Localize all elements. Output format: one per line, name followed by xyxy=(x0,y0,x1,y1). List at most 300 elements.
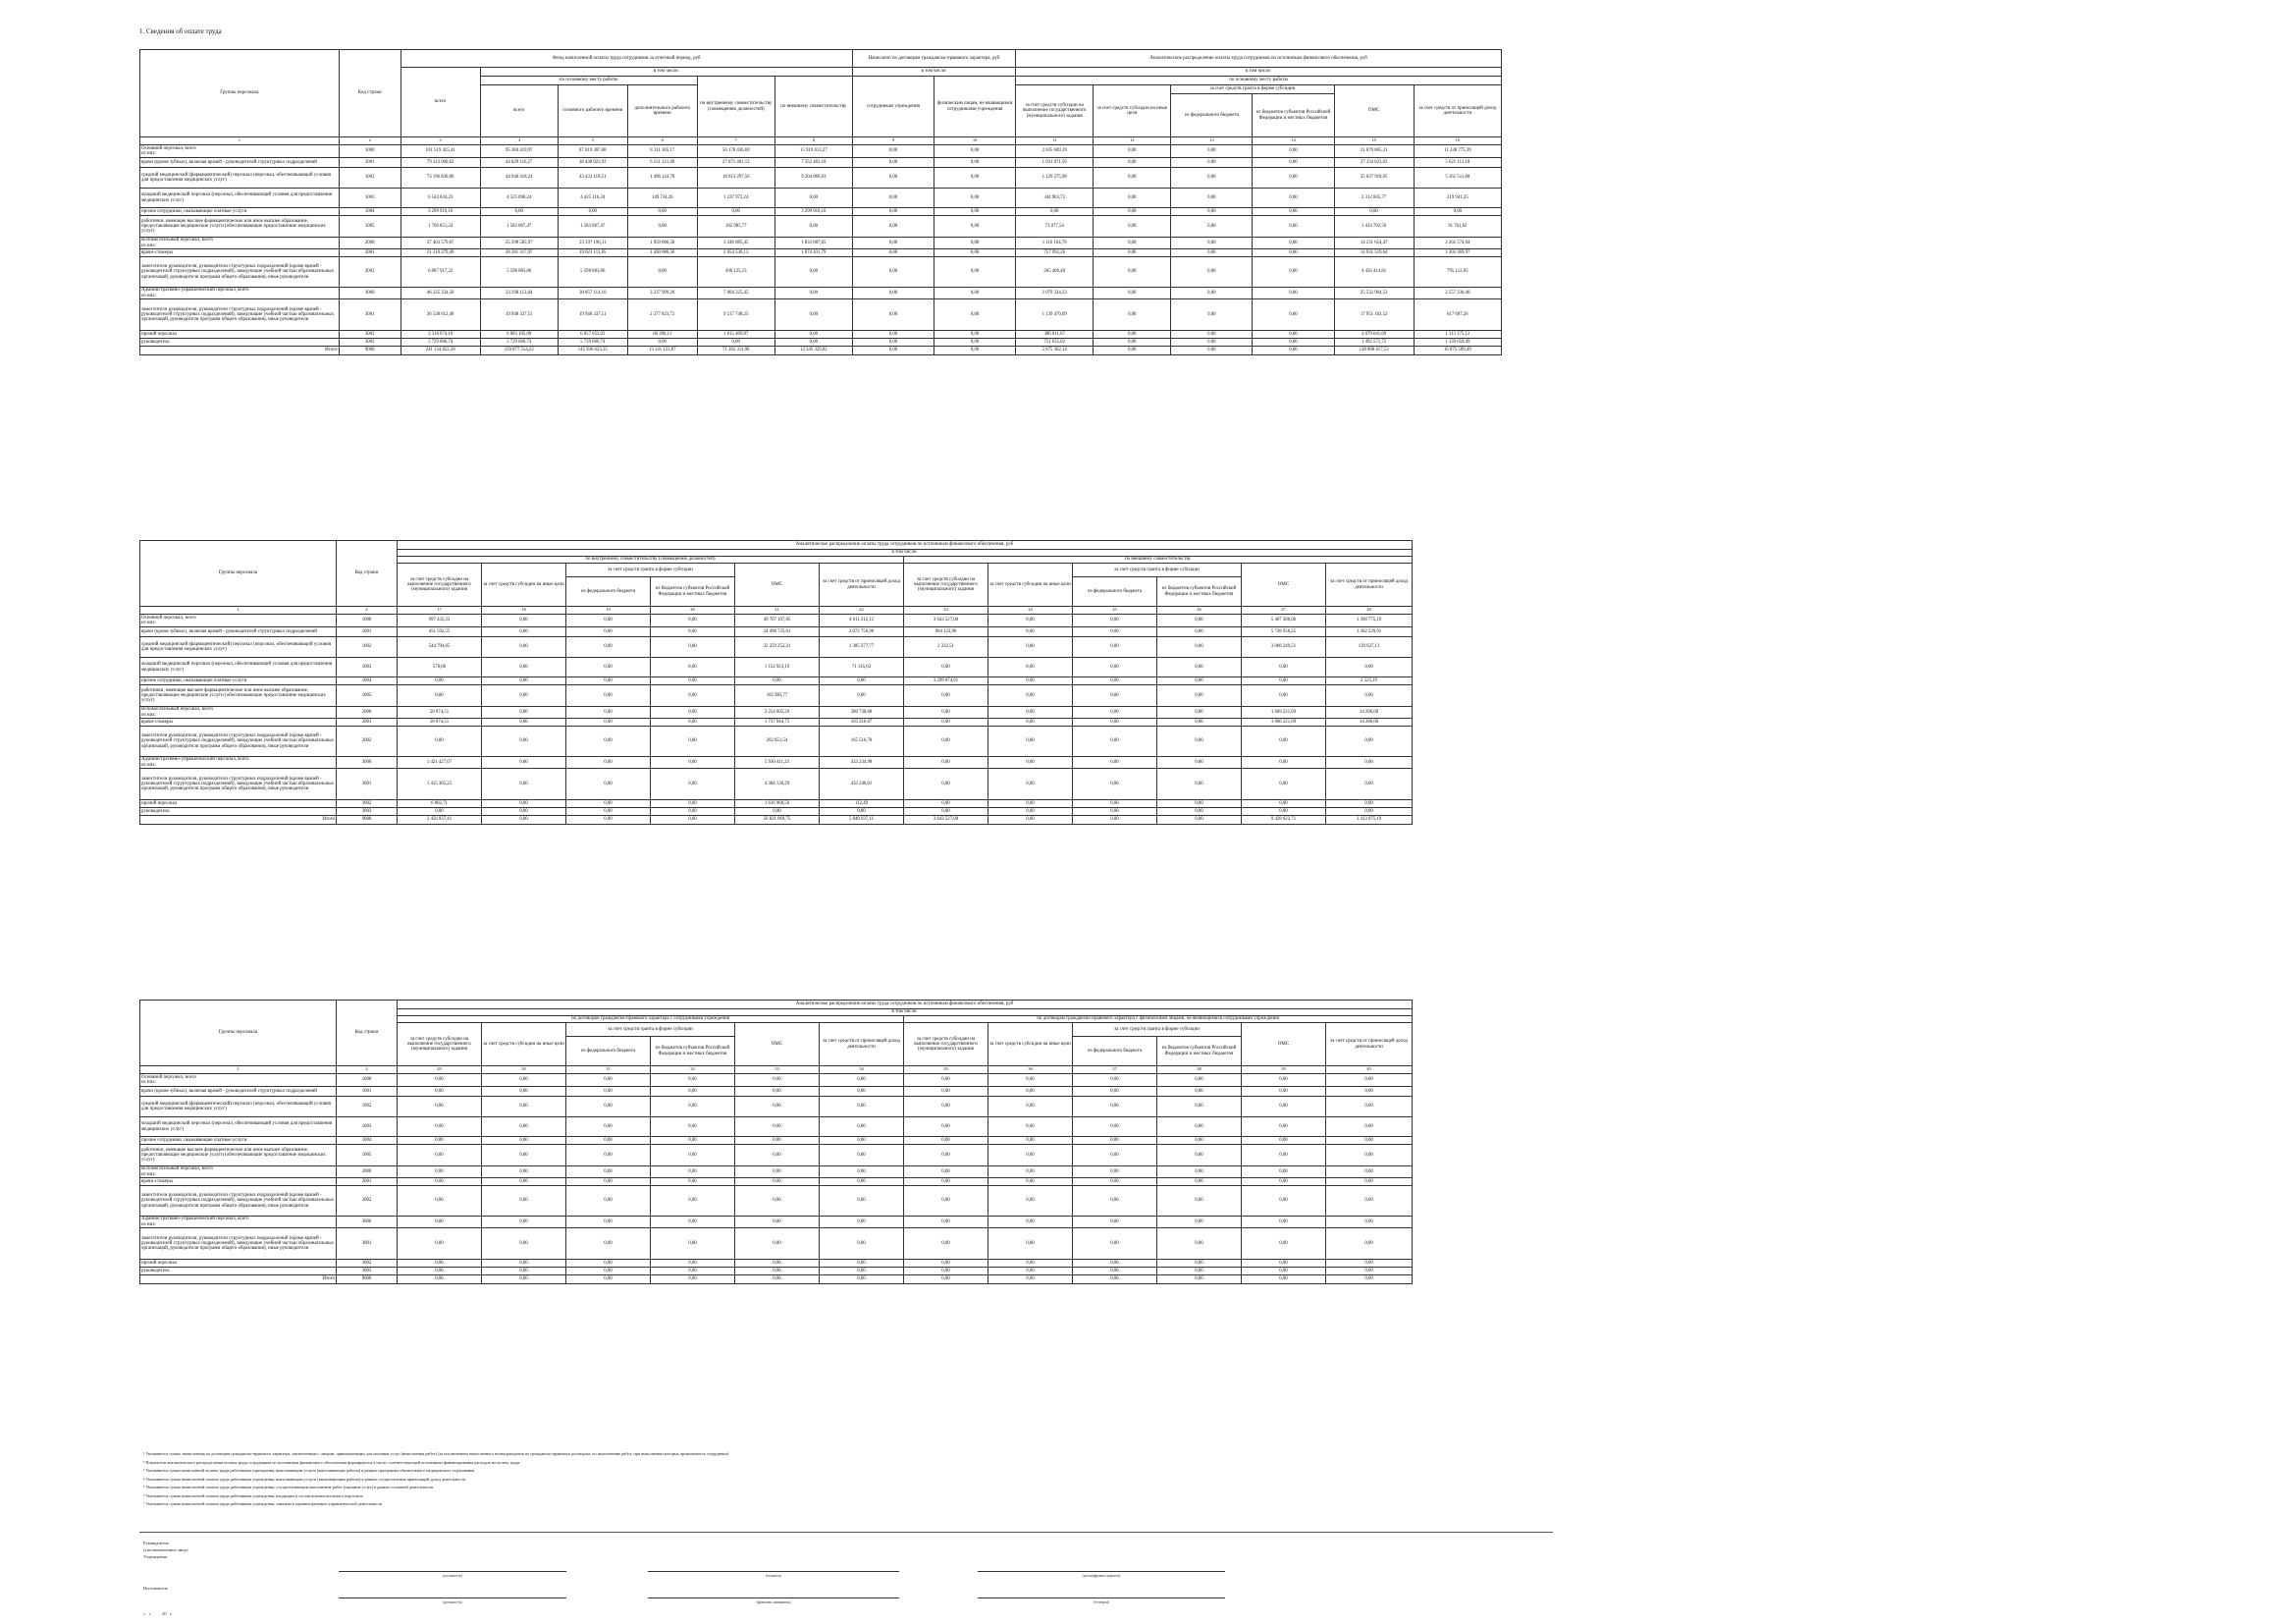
cell-value: 0,00 xyxy=(1073,1097,1157,1117)
cell-value: 0,00 xyxy=(988,727,1073,757)
cell-value: 0,00 xyxy=(852,158,934,168)
cell-value: 4 079 641,69 xyxy=(1334,331,1414,339)
column-number: 14 xyxy=(1253,137,1334,145)
t3-hdr-subsidy-b: за счет средств субсидии на выполнение государственного (муниципального) задания xyxy=(904,1023,988,1066)
cell-value: 5 598 883,06 xyxy=(480,257,558,288)
cell-value: 1 060 221,69 xyxy=(1242,719,1326,727)
cell-value: 0,00 xyxy=(482,1275,566,1284)
cell-value: 1 421 427,07 xyxy=(398,757,482,769)
cell-value: 87 019 307,68 xyxy=(558,145,627,158)
executor-label: Исполнитель xyxy=(143,1586,169,1591)
cell-value: 14 931 519,64 xyxy=(1334,249,1414,257)
cell-value: 0,00 xyxy=(482,677,566,685)
cell-value: 1 669 221,69 xyxy=(1242,707,1326,719)
cell-value: 0,00 xyxy=(1326,1074,1413,1087)
cell-value: 0,00 xyxy=(934,158,1016,168)
cell-value: 0,00 xyxy=(904,1074,988,1087)
cell-value: 0,00 xyxy=(398,1087,482,1097)
head-name-caption: (расшифровка подписи) xyxy=(1082,1574,1121,1578)
table-row xyxy=(140,719,1413,727)
t2-hdr-oms: ОМС xyxy=(735,564,820,607)
cell-value: 0,00 xyxy=(558,208,627,216)
cell-value: 0,00 xyxy=(566,1097,651,1117)
cell-value: 0,00 xyxy=(566,816,651,825)
cell-value: 5 729 666,74 xyxy=(400,339,480,347)
cell-value: 433 234,98 xyxy=(820,757,904,769)
column-number: 31 xyxy=(566,1066,651,1074)
cell-value: 0,00 xyxy=(774,216,852,238)
cell-value: 0,00 xyxy=(1094,145,1171,158)
cell-value: 1 129 275,98 xyxy=(1016,168,1094,189)
cell-value: 0,00 xyxy=(1073,1217,1157,1228)
cell-value: 0,00 xyxy=(1326,727,1413,757)
row-label: Основной персонал, всего из них: xyxy=(140,145,340,158)
cell-value: 0,00 xyxy=(820,1275,904,1284)
row-code: 1000 xyxy=(337,615,398,627)
column-number: 38 xyxy=(1157,1066,1242,1074)
cell-value: 0,00 xyxy=(1326,1087,1413,1097)
head-name-line[interactable] xyxy=(978,1571,1225,1572)
cell-value: 0,00 xyxy=(1157,719,1242,727)
row-label: младший медицинский персонал (персонал, обеспечивающий условия для предоставления медицинских услуг) xyxy=(140,1117,337,1137)
hdr-analytic: Аналитическое распределение оплаты труда сотрудников по источникам финансового обеспечения, руб xyxy=(1016,50,1502,68)
cell-value: 0,00 xyxy=(1073,658,1157,677)
cell-value: 11 238 775,39 xyxy=(1414,145,1501,158)
cell-value: 0,00 xyxy=(566,719,651,727)
cell-value: 0,00 xyxy=(774,288,852,299)
row-label: заместители руководителя, руководители структурных подразделений (кроме врачей - руководителей структурных подразделений), заведующие учебной частью образовательных организаций, руководители программ общего образования), иные руководители xyxy=(140,299,340,331)
cell-value: 0,00 xyxy=(482,1166,566,1178)
cell-value: 0,00 xyxy=(566,1178,651,1186)
cell-value: 0,00 xyxy=(566,1217,651,1228)
cell-value: 0,00 xyxy=(988,800,1073,808)
cell-value: 0,00 xyxy=(904,1178,988,1186)
hdr-main-work: по основному месту работы xyxy=(480,77,697,85)
cell-value: 0,00 xyxy=(1326,757,1413,769)
row-label: Итого xyxy=(140,1275,337,1284)
cell-value: 0,00 xyxy=(651,719,735,727)
cell-value: 0,00 xyxy=(566,658,651,677)
cell-value: 0,00 xyxy=(482,1178,566,1186)
t3-hdr-group: Группы персонала xyxy=(140,1001,337,1066)
cell-value: 0,00 xyxy=(904,1117,988,1137)
cell-value: 0,00 xyxy=(482,719,566,727)
cell-value: 0,00 xyxy=(988,719,1073,727)
cell-value: 0,00 xyxy=(1242,1178,1326,1186)
t3-hdr-grants: за счет средств гранта в форме субсидии xyxy=(566,1023,735,1037)
head-position-line[interactable] xyxy=(339,1571,566,1572)
table-row xyxy=(140,769,1413,800)
row-label: Административно-управленческий персонал, всего из них: xyxy=(140,757,337,769)
row-code: 9000 xyxy=(337,816,398,825)
table-row xyxy=(140,1268,1413,1275)
cell-value: 0,00 xyxy=(651,1074,735,1087)
t2-hdr-oms-b: ОМС xyxy=(1242,564,1326,607)
column-number: 20 xyxy=(651,607,735,615)
cell-value: 0,00 xyxy=(774,331,852,339)
cell-value: 5 161 511,68 xyxy=(1414,168,1501,189)
cell-value: 0,00 xyxy=(988,615,1073,627)
cell-value: 0,00 xyxy=(1073,1228,1157,1260)
cell-value: 0,00 xyxy=(852,249,934,257)
cell-value: 5 728 956,25 xyxy=(1242,627,1326,637)
cell-value: 95 384 419,97 xyxy=(480,145,558,158)
cell-value: 14 231 654,47 xyxy=(1334,238,1414,249)
cell-value: 0,00 xyxy=(735,1228,820,1260)
cell-value: 8 311 105,17 xyxy=(627,145,697,158)
cell-value: 0,00 xyxy=(774,339,852,347)
cell-value: 0,00 xyxy=(934,249,1016,257)
cell-value: 0,00 xyxy=(988,1217,1073,1228)
cell-value: 49 707 107,85 xyxy=(735,615,820,627)
cell-value: 0,00 xyxy=(988,1268,1073,1275)
cell-value: 0,00 xyxy=(566,1275,651,1284)
cell-value: 0,00 xyxy=(482,727,566,757)
cell-value: 451 592,55 xyxy=(398,627,482,637)
cell-value: 12 345 329,02 xyxy=(774,347,852,355)
cell-value: 0,00 xyxy=(988,677,1073,685)
row-label: врачи-стажеры xyxy=(140,719,337,727)
cell-value: 0,00 xyxy=(627,257,697,288)
cell-value: 3 643 527,00 xyxy=(904,615,988,627)
cell-value: 0,00 xyxy=(904,719,988,727)
cell-value: 0,00 xyxy=(934,331,1016,339)
cell-value: 0,00 xyxy=(651,808,735,816)
cell-value: 265 406,48 xyxy=(1016,257,1094,288)
column-number: 17 xyxy=(398,607,482,615)
row-code: 2000 xyxy=(337,1166,398,1178)
cell-value: 0,00 xyxy=(904,1217,988,1228)
exec-position-caption: (должность) xyxy=(443,1600,462,1604)
cell-value: 795 112,83 xyxy=(1414,257,1501,288)
cell-value: 1 303 369,97 xyxy=(1414,249,1501,257)
cell-value: 0,00 xyxy=(904,727,988,757)
cell-value: 0,00 xyxy=(398,1186,482,1217)
cell-value: 0,00 xyxy=(904,707,988,719)
column-number: 37 xyxy=(1073,1066,1157,1074)
row-label: врачи-стажеры xyxy=(140,249,340,257)
cell-value: 0,00 xyxy=(1094,249,1171,257)
cell-value: 0,00 xyxy=(735,1145,820,1166)
exec-phone-line[interactable] xyxy=(978,1597,1225,1598)
table-row xyxy=(140,288,1502,299)
cell-value: 7 084 325,45 xyxy=(697,288,774,299)
cell-value: 0,00 xyxy=(988,1166,1073,1178)
cell-value: 0,00 xyxy=(566,1186,651,1217)
cell-value: 4 456 414,81 xyxy=(1334,257,1414,288)
row-code: 1001 xyxy=(337,1087,398,1097)
column-number: 12 xyxy=(1094,137,1171,145)
cell-value: 0,00 xyxy=(482,1097,566,1117)
column-number: 18 xyxy=(482,607,566,615)
cell-value: 544 794,65 xyxy=(398,637,482,658)
t2-hdr-federal-b: из федерального бюджета xyxy=(1073,577,1157,607)
t3-hdr-federal: из федерального бюджета xyxy=(566,1037,651,1066)
cell-value: 0,00 xyxy=(1073,1117,1157,1137)
footnote: ⁵ Указывается сумма начисленной оплаты труда работникам учреждения, осуществляющим выполнение работ (оказание услуг) в рамках основной деятельности xyxy=(143,1485,434,1489)
cell-value: 165 516,70 xyxy=(820,727,904,757)
cell-value: 617 687,26 xyxy=(1414,299,1501,331)
column-number: 21 xyxy=(735,607,820,615)
cell-value: 165 216,87 xyxy=(820,719,904,727)
salary-table-2 xyxy=(139,540,1413,825)
cell-value: 0,00 xyxy=(774,189,852,208)
cell-value: 0,00 xyxy=(651,707,735,719)
cell-value: 79 123 000,63 xyxy=(400,158,480,168)
cell-value: 0,00 xyxy=(651,1268,735,1275)
hdr-oms: ОМС xyxy=(1334,85,1414,137)
cell-value: 0,00 xyxy=(482,1186,566,1217)
cell-value: 0,00 xyxy=(482,627,566,637)
cell-value: 0,00 xyxy=(1016,208,1094,216)
cell-value: 0,00 xyxy=(1073,769,1157,800)
cell-value: 0,00 xyxy=(651,1275,735,1284)
cell-value: 0,00 xyxy=(1073,808,1157,816)
row-label: заместители руководителя, руководители структурных подразделений (кроме врачей - руководителей структурных подразделений), заведующие учебной частью образовательных организаций, руководители программ общего образования), иные руководители xyxy=(140,257,340,288)
cell-value: 21 310 279,49 xyxy=(400,249,480,257)
cell-value: 36 538 612,48 xyxy=(400,299,480,331)
cell-value: 0,00 xyxy=(1242,1097,1326,1117)
cell-value: 0,00 xyxy=(1253,288,1334,299)
cell-value: 0,00 xyxy=(651,1178,735,1186)
cell-value: 0,00 xyxy=(988,685,1073,707)
column-number: 27 xyxy=(1242,607,1326,615)
column-number: 3 xyxy=(400,137,480,145)
cell-value: 1 583 867,47 xyxy=(558,216,627,238)
cell-value: 0,00 xyxy=(482,1087,566,1097)
cell-value: 2 079 334,33 xyxy=(1016,288,1094,299)
column-number: 26 xyxy=(1157,607,1242,615)
cell-value: 0,00 xyxy=(1157,1074,1242,1087)
row-label: Вспомогательный персонал, всего из них: xyxy=(140,707,337,719)
cell-value: 0,00 xyxy=(1157,1166,1242,1178)
t3-hdr-persons-contracts: по договорам гражданско-правового характера с физическими лицами, не являющимися сотрудниками учреждения xyxy=(904,1016,1413,1023)
table-row xyxy=(140,800,1413,808)
cell-value: 0,00 xyxy=(1171,339,1253,347)
row-code: 3003 xyxy=(337,1268,398,1275)
cell-value: 0,00 xyxy=(1157,685,1242,707)
cell-value: 0,00 xyxy=(566,800,651,808)
cell-value: 22 259 252,21 xyxy=(735,637,820,658)
cell-value: 0,00 xyxy=(398,1145,482,1166)
row-label: прочий персонал xyxy=(140,800,337,808)
cell-value: 0,00 xyxy=(904,658,988,677)
cell-value: 27 334 823,63 xyxy=(1334,158,1414,168)
cell-value: 0,00 xyxy=(651,1217,735,1228)
cell-value: 1 237 972,24 xyxy=(697,189,774,208)
cell-value: 0,00 xyxy=(482,615,566,627)
cell-value: 13 141 123,07 xyxy=(627,347,697,355)
cell-value: 0,00 xyxy=(988,1178,1073,1186)
cell-value: 38 438 923,92 xyxy=(558,158,627,168)
table-row xyxy=(140,1087,1413,1097)
hdr-internal: по внутреннему совместительству (совмещению должностей) xyxy=(697,77,774,137)
table-row xyxy=(140,816,1413,825)
cell-value: 50 074,51 xyxy=(398,719,482,727)
cell-value: 0,00 xyxy=(852,347,934,355)
cell-value: 0,00 xyxy=(988,808,1073,816)
cell-value: 1 766 851,24 xyxy=(400,216,480,238)
cell-value: 0,00 xyxy=(1326,1145,1413,1166)
t2-hdr-income-b: за счет средств от приносящей доход деятельности xyxy=(1326,564,1413,607)
cell-value: 0,00 xyxy=(1073,1145,1157,1166)
cell-value: 0,00 xyxy=(566,769,651,800)
table-row xyxy=(140,685,1413,707)
cell-value: 3 246 085,45 xyxy=(697,238,774,249)
exec-phone-caption: (телефон) xyxy=(1094,1600,1109,1604)
cell-value: 3 299 074,91 xyxy=(904,677,988,685)
cell-value: 0,00 xyxy=(1157,1228,1242,1260)
cell-value: 0,00 xyxy=(934,347,1016,355)
cell-value: 1 737 944,75 xyxy=(735,719,820,727)
cell-value: 0,00 xyxy=(566,727,651,757)
cell-value: 0,00 xyxy=(651,677,735,685)
cell-value: 2 835 049,19 xyxy=(1016,145,1094,158)
table-row xyxy=(140,1166,1413,1178)
cell-value: 0,00 xyxy=(820,1186,904,1217)
cell-value: 0,00 xyxy=(1157,1087,1242,1097)
column-number: 1 xyxy=(140,607,337,615)
cell-value: 0,00 xyxy=(482,1117,566,1137)
cell-value: 0,00 xyxy=(1253,189,1334,208)
cell-value: 0,00 xyxy=(1073,1074,1157,1087)
exec-fio-line[interactable] xyxy=(648,1597,899,1598)
footnote: ² Показатели аналитического распределения оплаты труда сотрудников по источникам финансового обеспечения формируются в части, соответствующей источникам финансирования расходов на оплату труда xyxy=(143,1459,520,1465)
footnote: ⁴ Указывается сумма начисленной оплаты труда работникам учреждения, выполняющим услуги (выполняющим работы) в рамках осуществления приносящей доход деятельности xyxy=(143,1476,466,1482)
column-number: 5 xyxy=(558,137,627,145)
cell-value: 0,00 xyxy=(820,808,904,816)
cell-value: 0,00 xyxy=(988,658,1073,677)
cell-value: 0,00 xyxy=(1157,808,1242,816)
cell-value: 0,00 xyxy=(1157,615,1242,627)
cell-value: 0,00 xyxy=(1073,707,1157,719)
cell-value: 6 083 105,09 xyxy=(480,331,558,339)
cell-value: 0,00 xyxy=(1326,808,1413,816)
row-code: 1005 xyxy=(337,1145,398,1166)
cell-value: 5 930 411,23 xyxy=(735,757,820,769)
hdr-incl3: в том числе: xyxy=(1016,68,1502,77)
head-signature-line[interactable] xyxy=(648,1571,899,1572)
row-code: 2002 xyxy=(337,727,398,757)
cell-value: 0,00 xyxy=(1242,757,1326,769)
cell-value: 1 496 124,78 xyxy=(627,168,697,189)
hdr-subsidy: за счет средств субсидии на выполнение государственного (муниципального) задания xyxy=(1016,85,1094,137)
hdr-regional: из бюджетов субъектов Российской Федерации и местных бюджетов xyxy=(1253,94,1334,137)
cell-value: 0,00 xyxy=(1253,299,1334,331)
head-position-caption: (должность) xyxy=(443,1574,462,1578)
cell-value: 0,00 xyxy=(1253,249,1334,257)
cell-value: 0,00 xyxy=(1094,299,1171,331)
cell-value: 0,00 xyxy=(1253,339,1334,347)
cell-value: 0,00 xyxy=(1073,757,1157,769)
cell-value: 0,00 xyxy=(904,1268,988,1275)
hdr-add-time: дополнительного рабочего времени xyxy=(627,85,697,137)
table-row xyxy=(140,1186,1413,1217)
cell-value: 0,00 xyxy=(820,1268,904,1275)
row-label: Вспомогательный персонал, всего из них: xyxy=(140,238,340,249)
cell-value: 6 002,71 xyxy=(398,800,482,808)
hdr-federal: из федерального бюджета xyxy=(1171,94,1253,137)
column-number: 6 xyxy=(627,137,697,145)
cell-value: 0,00 xyxy=(1094,168,1171,189)
cell-value: 380 811,67 xyxy=(1016,331,1094,339)
table-row xyxy=(140,1228,1413,1260)
row-label: врачи (кроме зубных), включая врачей - руководителей структурных подразделений xyxy=(140,1087,337,1097)
table-row xyxy=(140,257,1502,288)
t3-hdr-other-subsidy-b: за счет средств субсидии на иные цели xyxy=(988,1023,1073,1066)
row-label: заместители руководителя, руководители структурных подразделений (кроме врачей - руководителей структурных подразделений), заведующие учебной частью образовательных организаций, руководители программ общего образования), иные руководители xyxy=(140,1228,337,1260)
column-numbers-row xyxy=(140,1066,1413,1074)
cell-value: 0,00 xyxy=(1073,1166,1157,1178)
exec-position-line[interactable] xyxy=(339,1597,566,1598)
cell-value: 44 829 116,27 xyxy=(480,158,558,168)
cell-value: 91 761,82 xyxy=(1414,216,1501,238)
t2-hdr-code: Код строки xyxy=(337,541,398,607)
cell-value: 73 077,54 xyxy=(1016,216,1094,238)
cell-value: 0,00 xyxy=(988,1275,1073,1284)
cell-value: 0,00 xyxy=(820,1087,904,1097)
cell-value: 5 729 666,74 xyxy=(480,339,558,347)
cell-value: 0,00 xyxy=(735,1268,820,1275)
cell-value: 0,00 xyxy=(566,808,651,816)
cell-value: 0,00 xyxy=(1242,677,1326,685)
t2-hdr-income: за счет средств от приносящей доход деятельности xyxy=(820,564,904,607)
cell-value: 0,00 xyxy=(820,1074,904,1087)
column-number: 24 xyxy=(988,607,1073,615)
cell-value: 5 040 937,11 xyxy=(820,816,904,825)
cell-value: 0,00 xyxy=(1073,1268,1157,1275)
t3-hdr-federal-b: из федерального бюджета xyxy=(1073,1037,1157,1066)
cell-value: 24 498 725,61 xyxy=(735,627,820,637)
table-row xyxy=(140,1260,1413,1268)
cell-value: 1 116 164,76 xyxy=(1016,238,1094,249)
cell-value: 0,00 xyxy=(735,1166,820,1178)
row-code: 1000 xyxy=(337,1074,398,1087)
cell-value: 0,00 xyxy=(398,1178,482,1186)
cell-value: 0,00 xyxy=(627,339,697,347)
cell-value: 0,00 xyxy=(1326,658,1413,677)
cell-value: 0,00 xyxy=(820,1097,904,1117)
cell-value: 0,00 xyxy=(1326,769,1413,800)
cell-value: 0,00 xyxy=(1157,1186,1242,1217)
row-code: 1003 xyxy=(337,658,398,677)
hdr-main-work2: по основному месту работы xyxy=(1016,77,1502,85)
table-row xyxy=(140,168,1502,189)
table-row xyxy=(140,707,1413,719)
cell-value: 27 403 579,67 xyxy=(400,238,480,249)
column-number: 7 xyxy=(697,137,774,145)
cell-value: 0,00 xyxy=(934,299,1016,331)
column-number: 15 xyxy=(1334,137,1414,145)
cell-value: 139 627,13 xyxy=(1326,637,1413,658)
cell-value: 0,00 xyxy=(852,145,934,158)
cell-value: 0,00 xyxy=(398,1260,482,1268)
t3-hdr-oms: ОМС xyxy=(735,1023,820,1066)
cell-value: 0,00 xyxy=(482,769,566,800)
hdr-persons: физическим лицам, не являющимся сотрудниками учреждения xyxy=(934,77,1016,137)
column-number: 4 xyxy=(480,137,558,145)
cell-value: 0,00 xyxy=(697,339,774,347)
cell-value: 0,00 xyxy=(934,216,1016,238)
cell-value: 0,00 xyxy=(988,1186,1073,1217)
cell-value: 5 875 362,14 xyxy=(1016,347,1094,355)
row-code: 3001 xyxy=(339,299,400,331)
cell-value: 1 385 377,77 xyxy=(820,637,904,658)
date-field: « » 20 г. xyxy=(143,1611,173,1616)
cell-value: 19 948 337,51 xyxy=(558,299,627,331)
column-number: 22 xyxy=(820,607,904,615)
t2-hdr-external: по внешнему совместительству xyxy=(904,557,1413,564)
